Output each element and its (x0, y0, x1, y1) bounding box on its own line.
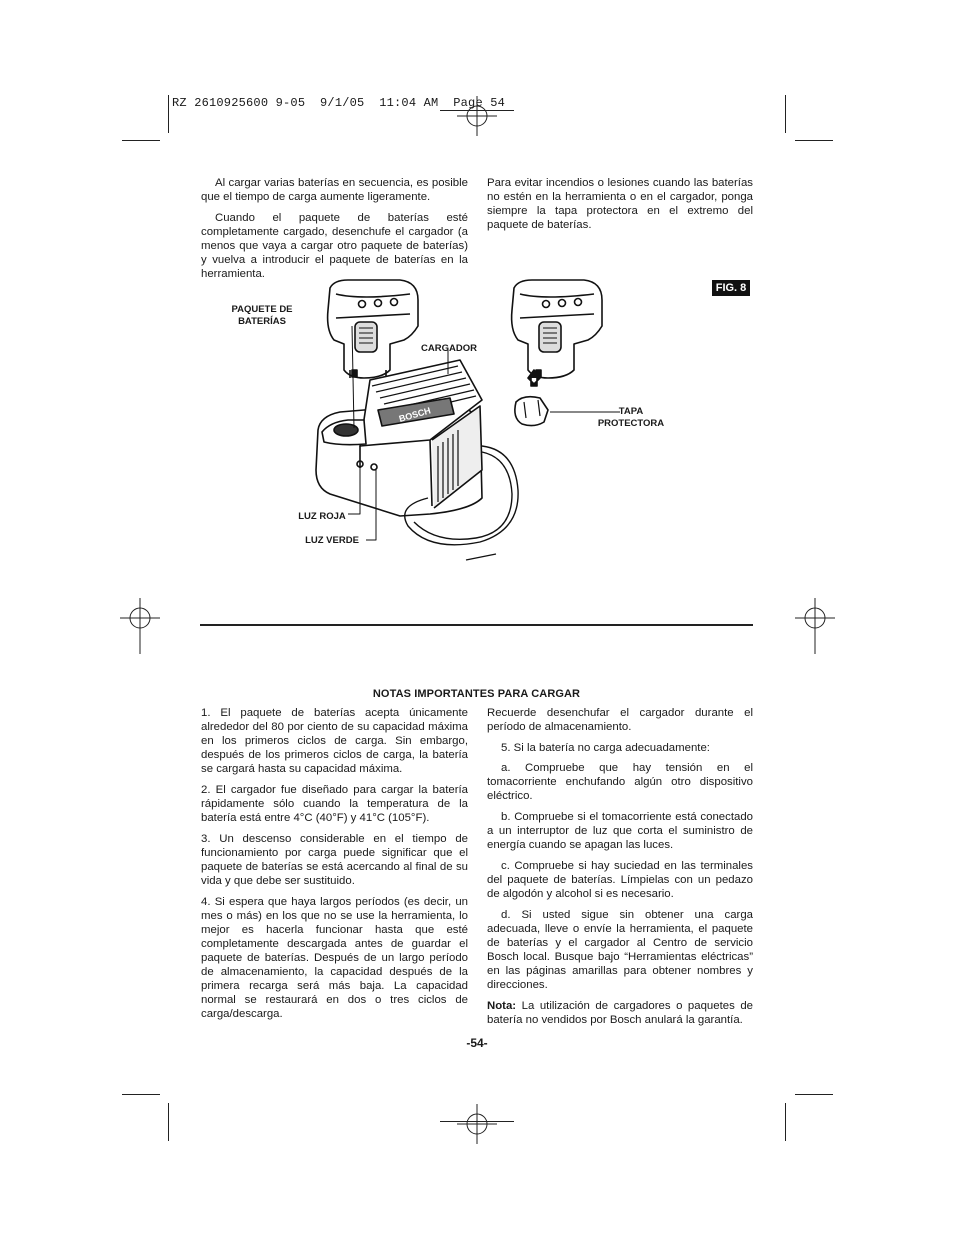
label-protective-cap: TAPA PROTECTORA (597, 406, 665, 429)
note-item: Recuerde desenchufar el cargador durante el período de almacenamiento. (487, 707, 753, 734)
note-remark-text: La utilización de cargadores o paquetes de batería no vendidos por Bosch anulará la garantía. (487, 999, 753, 1026)
figure-tag: FIG. 8 (712, 280, 750, 296)
charger-icon (316, 360, 482, 516)
crop-mark (795, 140, 833, 141)
note-subitem: a. Compruebe que hay tensión en el tomacorriente enchufando algún otro dispositivo eléctrico. (487, 762, 753, 803)
notes-title: NOTAS IMPORTANTES PARA CARGAR (372, 688, 581, 700)
registration-target-icon (120, 598, 160, 654)
label-battery-pack: PAQUETE DE BATERÍAS (231, 304, 293, 327)
note-subitem: d. Si usted sigue sin obtener una carga adecuada, lleve o envíe la herramienta, el paquete de baterías y el cargador al Centro de servicio Bosch local. Busque bajo “Herramientas eléctricas” en las páginas amarillas para obtener nombres y direcciones. (487, 908, 753, 992)
registration-target-icon (795, 598, 835, 654)
label-green-light: LUZ VERDE (305, 535, 359, 546)
registration-target-icon (457, 1104, 497, 1144)
note-item: 1. El paquete de baterías acepta únicamente alrededor del 80 por ciento de su capacidad máxima en los primeros ciclos de carga. Sin embargo, después de los primeros ciclos de carga, la batería se cargará hasta su capacidad máxima. (201, 707, 468, 776)
note-remark (487, 999, 753, 1027)
label-charger: CARGADOR (421, 343, 477, 354)
printer-slug: RZ 2610925600 9-05 9/1/05 11:04 AM Page 54 (172, 96, 506, 110)
crop-mark (168, 1103, 169, 1141)
top-right-column (487, 176, 753, 239)
crop-mark (785, 95, 786, 133)
brand-logo: BOSCH (397, 405, 432, 424)
crop-mark (795, 1094, 833, 1095)
page-number: -54- (466, 1036, 488, 1050)
paragraph: Cuando el paquete de baterías esté completamente cargado, desenchufe el cargador (a menos que vaya a cargar otro paquete de baterías) y vuelva a introducir el paquete de baterías en la herramienta. (201, 211, 468, 281)
paragraph: Al cargar varias baterías en secuencia, es posible que el tiempo de carga aumente ligeramente. (201, 177, 468, 204)
paragraph: Para evitar incendios o lesiones cuando las baterías no estén en la herramienta o en el cargador, ponga siempre la tapa protectora en el extremo del paquete de baterías. (487, 177, 753, 232)
crop-mark (168, 95, 169, 133)
label-red-light: LUZ ROJA (298, 511, 346, 522)
registration-target-icon (457, 96, 497, 136)
note-subitem: b. Compruebe si el tomacorriente está conectado a un interruptor de luz que corta el suministro de energía cuando se apagan las luces. (487, 811, 753, 852)
note-subitem: c. Compruebe si hay suciedad en las terminales del paquete de baterías. Límpielas con un pedazo de algodón y alcohol si es necesario. (487, 859, 753, 901)
crop-mark (122, 140, 160, 141)
protective-cap-icon (515, 397, 548, 426)
note-item: 2. El cargador fue diseñado para cargar la batería rápidamente sólo cuando la temperatura de la batería está entre 4°C (40°F) y 41°C (105°F). (201, 783, 468, 825)
section-divider (200, 624, 753, 626)
notes-right-column (487, 706, 753, 1033)
note-remark-label: Nota: (487, 999, 517, 1012)
crop-mark (785, 1103, 786, 1141)
note-item: 5. Si la batería no carga adecuadamente: (501, 741, 710, 754)
battery-pack-icon (328, 280, 418, 378)
notes-left-column (201, 706, 468, 1028)
note-item: 3. Un descenso considerable en el tiempo de funcionamiento por carga puede significar que el paquete de baterías se está acercando al final de su vida y que debe ser sustituido. (201, 832, 468, 888)
crop-mark (122, 1094, 160, 1095)
note-item: 4. Si espera que haya largos períodos (es decir, un mes o más) en los que no se use la herramienta, lo mejor es hacerla funcionar hasta que esté completamente descargada antes de guardar el paquete de baterías. Después de un largo período de almacenamiento, la capacidad después de la primera recarga será más baja. La capacidad normal se restaurará en dos o tres ciclos de carga/descarga. (201, 895, 468, 1021)
battery-pack-icon (512, 280, 602, 378)
